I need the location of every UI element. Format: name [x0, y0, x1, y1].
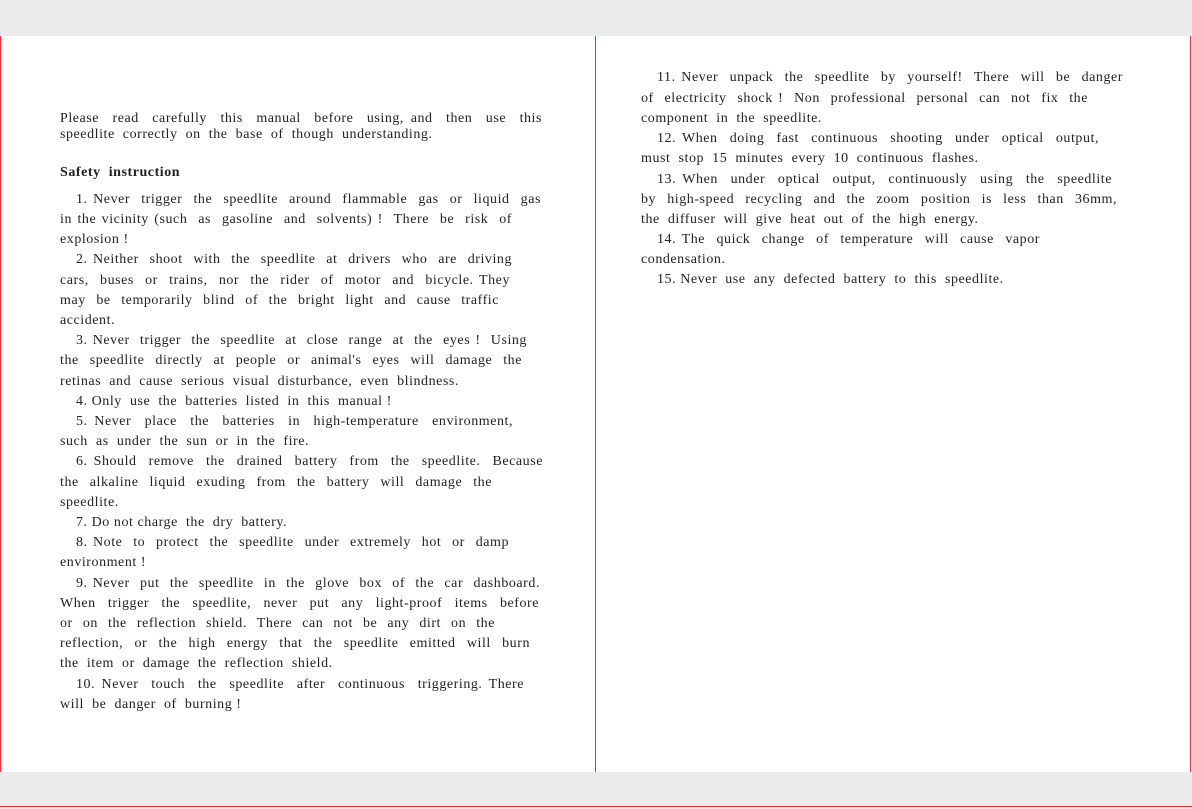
safety-line: the item or damage the reflection shield. — [60, 656, 333, 671]
safety-line: 14. The quick change of temperature will cause vapor — [657, 232, 1040, 247]
safety-line: 12. When doing fast continuous shooting under optical output, — [657, 131, 1099, 146]
intro-line: speedlite correctly on the base of though understanding. — [60, 127, 433, 142]
safety-line: 9. Never put the speedlite in the glove box of the car dashboard. — [76, 576, 540, 591]
safety-line: 2. Neither shoot with the speedlite at drivers who are driving — [76, 252, 512, 267]
safety-line: or on the reflection shield. There can not be any dirt on the — [60, 616, 495, 631]
safety-line: will be danger of burning ! — [60, 697, 242, 712]
safety-line: 5. Never place the batteries in high-temperature environment, — [76, 414, 513, 429]
safety-line: accident. — [60, 313, 116, 328]
safety-line: 4. Only use the batteries listed in this manual ! — [76, 394, 392, 409]
safety-line: 15. Never use any defected battery to this speedlite. — [657, 272, 1004, 287]
safety-line: retinas and cause serious visual disturbance, even blindness. — [60, 374, 459, 389]
top-margin — [0, 0, 1192, 36]
safety-line: environment ! — [60, 555, 147, 570]
safety-line: the diffuser will give heat out of the high energy. — [641, 212, 979, 227]
safety-line: 11. Never unpack the speedlite by yourself! There will be danger — [657, 70, 1123, 85]
safety-line: the speedlite directly at people or animal's eyes will damage the — [60, 353, 522, 368]
safety-line: in the vicinity (such as gasoline and solvents) ! There be risk of — [60, 212, 512, 227]
safety-line: component in the speedlite. — [641, 111, 822, 126]
bottom-margin — [0, 772, 1192, 809]
bottom-rule — [0, 806, 1192, 807]
safety-line: 8. Note to protect the speedlite under extremely hot or damp — [76, 535, 509, 550]
safety-line: of electricity shock ! Non professional personal can not fix the — [641, 91, 1088, 106]
safety-line: cars, buses or trains, nor the rider of motor and bicycle. They — [60, 273, 510, 288]
safety-line: the alkaline liquid exuding from the battery will damage the — [60, 475, 492, 490]
safety-line: must stop 15 minutes every 10 continuous flashes. — [641, 151, 979, 166]
safety-line: 10. Never touch the speedlite after continuous triggering. There — [76, 677, 524, 692]
safety-line: explosion ! — [60, 232, 129, 247]
safety-line: 13. When under optical output, continuously using the speedlite — [657, 172, 1112, 187]
safety-line: such as under the sun or in the fire. — [60, 434, 310, 449]
section-heading: Safety instruction — [60, 165, 181, 180]
safety-line: condensation. — [641, 252, 726, 267]
safety-line: speedlite. — [60, 495, 119, 510]
safety-line: When trigger the speedlite, never put any light-proof items before — [60, 596, 539, 611]
safety-line: 1. Never trigger the speedlite around flammable gas or liquid gas — [76, 192, 541, 207]
safety-line: 6. Should remove the drained battery from the speedlite. Because — [76, 454, 543, 469]
page-divider — [595, 36, 596, 772]
safety-line: by high-speed recycling and the zoom position is less than 36mm, — [641, 192, 1117, 207]
safety-line: may be temporarily blind of the bright light and cause traffic — [60, 293, 499, 308]
intro-line: Please read carefully this manual before using, and then use this — [60, 111, 542, 126]
safety-line: reflection, or the high energy that the speedlite emitted will burn — [60, 636, 530, 651]
safety-line: 7. Do not charge the dry battery. — [76, 515, 288, 530]
page-border-right — [1190, 36, 1191, 772]
page-border-left — [0, 36, 1, 772]
safety-line: 3. Never trigger the speedlite at close range at the eyes ! Using — [76, 333, 527, 348]
